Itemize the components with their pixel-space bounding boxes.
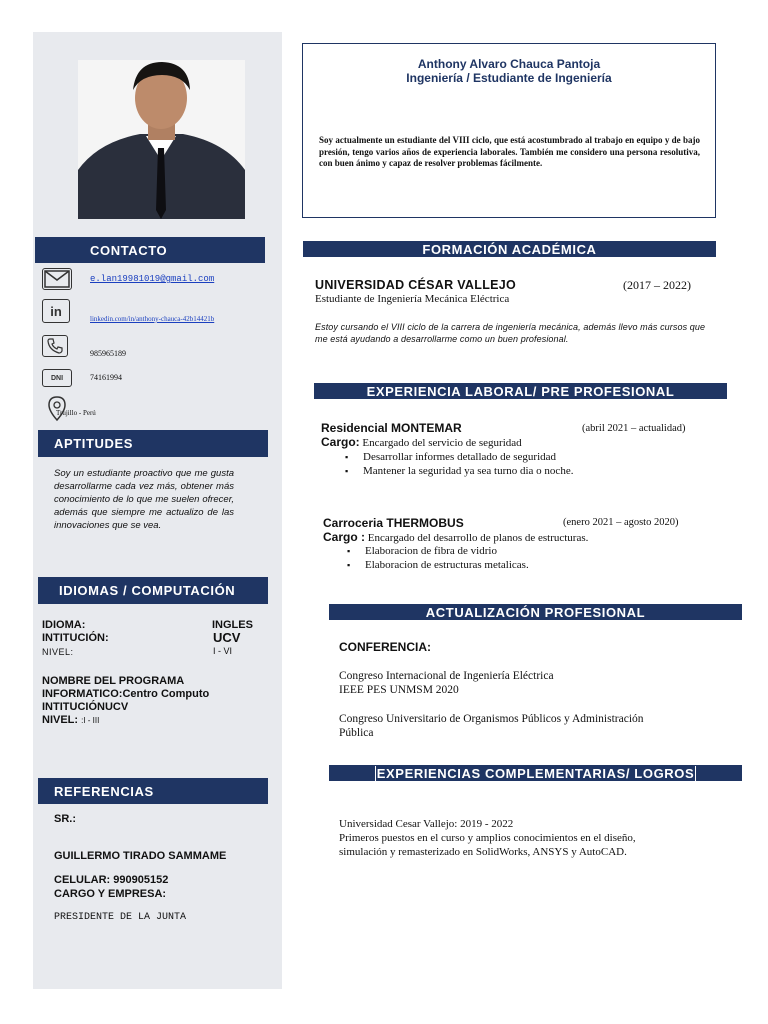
- job-2-cargo: Cargo : Encargado del desarrollo de planos de estructuras.: [323, 530, 589, 544]
- conference-1: [339, 669, 554, 697]
- job-2-company: Carroceria THERMOBUS: [323, 516, 464, 530]
- ref-celular: CELULAR: 990905152: [54, 874, 169, 886]
- conference-1-line-2: IEEE PES UNMSM 2020: [339, 684, 459, 696]
- email-link[interactable]: e.lan19981019@gmail.com: [90, 274, 215, 284]
- formacion-description: Estoy cursando el VIII ciclo de la carrera de ingeniería mecánica, además llevo más cursos que me está ayudando a desarrollarme como un buen profesional.: [315, 322, 706, 344]
- intitucion-label: INTITUCIÓN:: [42, 632, 109, 644]
- candidate-role: Ingeniería / Estudiante de Ingeniería: [406, 71, 612, 85]
- aptitudes-section-title: APTITUDES: [38, 430, 268, 457]
- idioma-label: IDIOMA:: [42, 619, 86, 631]
- programa-line-3: INTITUCIÓNUCV: [42, 701, 129, 713]
- job-2-bullet-1: ▪ Elaboracion de fibra de vidrio: [343, 544, 529, 558]
- profile-summary: Soy actualmente un estudiante del VIII ciclo, que está acostumbrado al trabajo en equipo y de bajo presión, tengo varios años de experiencia laborales. También me considero una persona resolutiva, con buen ánimo y capaz de resolver problemas fácilmente.: [319, 135, 700, 168]
- ref-cargo: CARGO Y EMPRESA:: [54, 888, 167, 900]
- contact-section-title: CONTACTO: [35, 237, 265, 263]
- complementarias-section-title: EXPERIENCIAS COMPLEMENTARIAS/ LOGROS: [329, 765, 742, 781]
- envelope-glyph: [44, 270, 70, 288]
- ref-name: GUILLERMO TIRADO SAMMAME: [54, 850, 227, 862]
- job-1-bullets: [341, 450, 573, 478]
- nivel-label: NIVEL:: [42, 647, 74, 657]
- formacion-institution: UNIVERSIDAD CÉSAR VALLEJO: [315, 278, 517, 292]
- phone-icon: [42, 335, 68, 357]
- email-icon: [42, 268, 72, 290]
- actualizacion-subtitle: CONFERENCIA:: [339, 640, 431, 654]
- complementarias-line-1: Universidad Cesar Vallejo: 2019 - 2022: [339, 818, 514, 830]
- actualizacion-section-title: ACTUALIZACIÓN PROFESIONAL: [329, 604, 742, 620]
- job-1-bullet-1: ▪ Desarrollar informes detallado de seguridad: [341, 450, 573, 464]
- candidate-name: Anthony Alvaro Chauca Pantoja: [417, 57, 601, 71]
- formacion-dates: (2017 – 2022): [623, 278, 691, 292]
- idiomas-section-title: IDIOMAS / COMPUTACIÓN: [38, 577, 268, 604]
- ref-sr: SR.:: [54, 813, 76, 825]
- conference-1-line-1: Congreso Internacional de Ingeniería Eléctrica: [339, 670, 554, 682]
- idioma-value: INGLES: [212, 619, 253, 631]
- location-text: Trujillo - Perú: [56, 409, 96, 417]
- phone-number: 985965189: [90, 349, 126, 358]
- header-box: [302, 43, 716, 218]
- aptitudes-text: Soy un estudiante proactivo que me gusta desarrollarme cada vez más, obtener más conocimiento de lo que me suelen ofrecer, además que siempre me actualizo de las innovaciones que se vea.: [54, 468, 234, 531]
- job-1-company: Residencial MONTEMAR: [321, 421, 462, 435]
- job-1-bullet-2: ▪ Mantener la seguridad ya sea turno dia o noche.: [341, 464, 573, 478]
- complementarias-line-3: simulación y remasterizado en SolidWorks, ANSYS y AutoCAD.: [339, 846, 627, 858]
- job-2-bullet-2: ▪ Elaboracion de estructuras metalicas.: [343, 558, 529, 572]
- profile-photo-graphic: [78, 60, 245, 219]
- formacion-section-title: FORMACIÓN ACADÉMICA: [303, 241, 716, 257]
- complementarias-line-2: Primeros puestos en el curso y amplios conocimientos en el diseño,: [339, 832, 636, 844]
- phone-glyph: [47, 338, 63, 354]
- complementarias-text: [339, 817, 636, 859]
- job-2-bullets: [343, 544, 529, 572]
- job-1-cargo: Cargo: Encargado del servicio de seguridad: [321, 435, 522, 449]
- programa-nivel: NIVEL: :I - III: [42, 714, 100, 726]
- conference-2: [339, 712, 644, 740]
- nivel-value: I - VI: [213, 646, 233, 656]
- conference-2-line-1: Congreso Universitario de Organismos Públicos y Administración: [339, 713, 644, 725]
- conference-2-line-2: Pública: [339, 727, 374, 739]
- programa-line-1: NOMBRE DEL PROGRAMA: [42, 675, 185, 687]
- intitucion-value: UCV: [213, 630, 241, 645]
- job-1-dates: (abril 2021 – actualidad): [582, 423, 686, 434]
- linkedin-link[interactable]: linkedin.com/in/anthony-chauca-42b14421b: [90, 315, 215, 323]
- formacion-degree: Estudiante de Ingeniería Mecánica Eléctrica: [315, 293, 510, 305]
- dni-icon: DNI: [42, 369, 72, 387]
- referencias-section-title: REFERENCIAS: [38, 778, 268, 804]
- job-2-dates: (enero 2021 – agosto 2020): [563, 517, 679, 528]
- ref-puesto: PRESIDENTE DE LA JUNTA: [54, 912, 187, 923]
- linkedin-icon: in: [42, 299, 70, 323]
- experiencia-section-title: EXPERIENCIA LABORAL/ PRE PROFESIONAL: [314, 383, 727, 399]
- profile-photo: [78, 60, 245, 219]
- programa-line-2: INFORMATICO:Centro Computo: [42, 688, 210, 700]
- programa-block: [42, 675, 209, 727]
- dni-number: 74161994: [90, 373, 122, 382]
